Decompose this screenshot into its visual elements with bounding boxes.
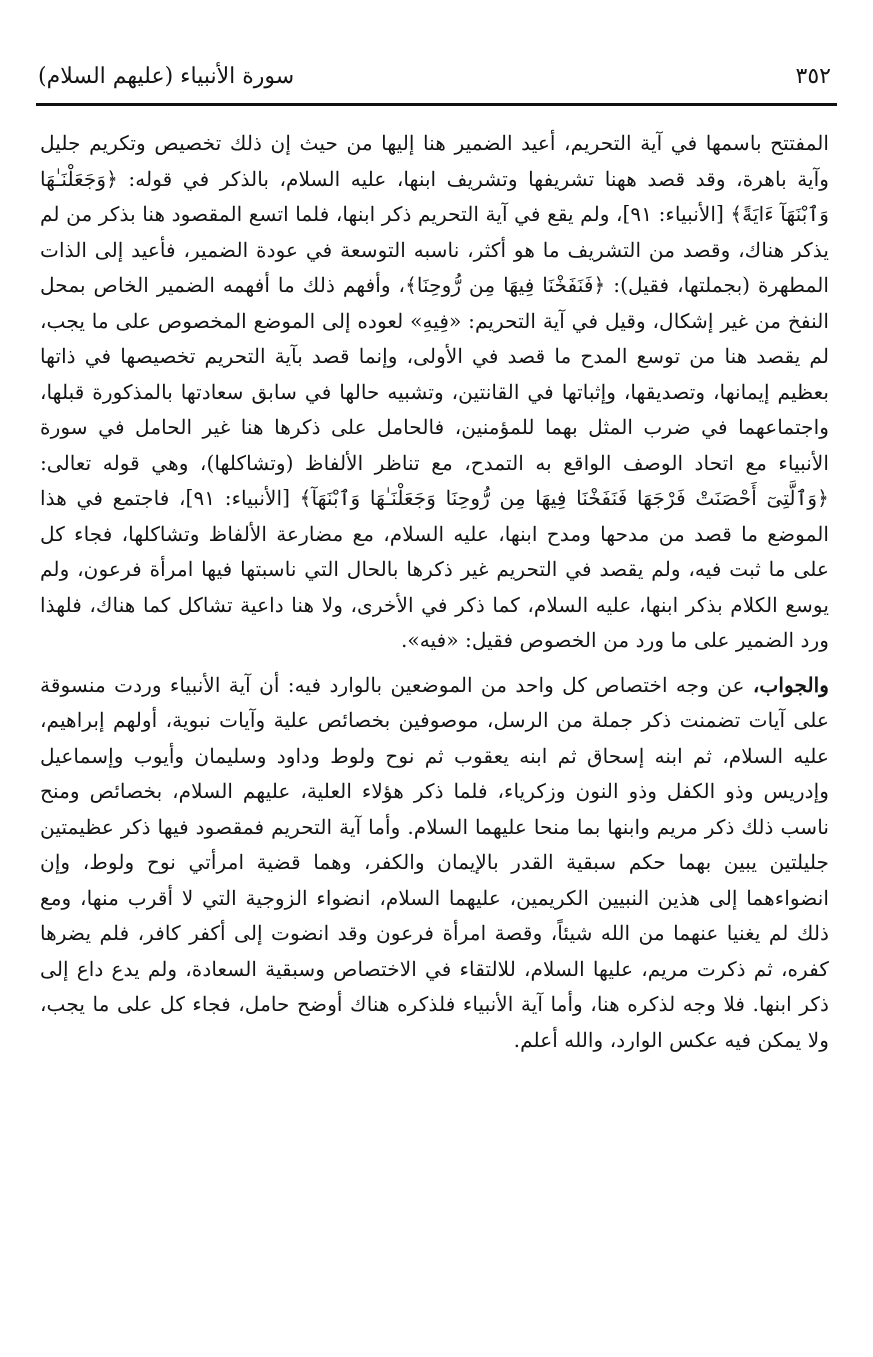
answer-lead-word: والجواب، [752,672,829,697]
paragraph-commentary: المفتتح باسمها في آية التحريم، أعيد الضمير هنا إليها من حيث إن ذلك تخصيص وتكريم جليل وآية باهرة، وقد قصد ههنا تشريفها وتشريف ابنها، عليه السلام، بالذكر في قوله: ﴿وَجَعَلْنَـٰهَا وَٱبْنَهَآ ءَايَةً﴾ [الأنبياء: ٩١]، ولم يقع في آية التحريم ذكر ابنها، فلما اتسع المقصود هنا بذكر من لم يذكر هناك، وقصد من التشريف ما هو أكثر، ناسبه التوسعة في عودة الضمير، فأعيد إلى الذات المطهرة (بجملتها، فقيل): ﴿فَنَفَخْنَا فِيهَا مِن رُّوحِنَا﴾، وأفهم ذلك ما أفهمه الضمير الخاص بمحل النفخ من غير إشكال، وقيل في آية التحريم: «فِيهِ» لعوده إلى الموضع المخصوص على ما يجب، لم يقصد هنا من توسع المدح ما قصد في الأولى، وإنما قصد بآية التحريم تخصيصها في ذاتها بعظيم إيمانها، وتصديقها، وإثباتها في القانتين، وتشبيه حالها في سابق سعادتها بالمذكورة قبلها، واجتماعهما في ضرب المثل بهما للمؤمنين، فالحامل على ذكرها هنا غير الحامل في سورة الأنبياء مع اتحاد الوصف الواقع به التمدح، مع تناظر الألفاظ (وتشاكلها)، وهي قوله تعالى: ﴿وَٱلَّتِىٓ أَحْصَنَتْ فَرْجَهَا فَنَفَخْنَا فِيهَا مِن رُّوحِنَا وَجَعَلْنَـٰهَا وَٱبْنَهَآ﴾ [الأنبياء: ٩١]، فاجتمع في هذا الموضع ما قصد من مدحها ومدح ابنها، عليه السلام، مع مضارعة الألفاظ وتشاكلها، فجاء كل على ما ثبت فيه، ولم يقصد في التحريم غير ذكرها بالحال التي ناسبتها فيها امرأة فرعون، ولم يوسع الكلام بذكر ابنها، عليه السلام، كما ذكر في الأخرى، ولا هنا داعية تشاكل كما هناك، فلهذا ورد الضمير على ما ورد من الخصوص فقيل: «فيه». [40,131,829,652]
paragraph-answer [40,668,829,1059]
header-divider [36,103,837,106]
page-number: ٣٥٢ [795,63,831,89]
surah-title: سورة الأنبياء (عليهم السلام) [38,63,295,89]
main-text [40,126,829,1058]
answer-body: عن وجه اختصاص كل واحد من الموضعين بالوارد فيه: أن آية الأنبياء وردت منسوقة على آيات تضمنت ذكر جملة من الرسل، موصوفين بخصائص علية وآيات نبوية، أولهم إبراهيم، عليه السلام، ثم ابنه إسحاق ثم ابنه يعقوب ثم نوح ولوط وداود وسليمان وأيوب وإسماعيل وإدريس وذو الكفل وذو النون وزكرياء، فلما ذكر هؤلاء العلية، عليهم السلام، بخصائص ومنح ناسب ذلك ذكر مريم وابنها بما منحا عليهما السلام. وأما آية التحريم فمقصود فيها ذكر عظيمتين جليلتين يبين بهما حكم سبقية القدر بالإيمان والكفر، وهما قضية امرأتي نوح ولوط، وإن انضواءهما إلى هذين النبيين الكريمين، عليهما السلام، انضواء الزوجية التي لا أقرب منها، ومع ذلك لم يغنيا عنهما من الله شيئاً، وقصة امرأة فرعون وقد انضوت إلى أكفر كافر، فلم يضرها كفره، ثم ذكرت مريم، عليها السلام، للالتقاء في الاختصاص وسبقية السعادة، ولم يدع داع إلى ذكر ابنها. فلا وجه لذكره هنا، وأما آية الأنبياء فلذكره هناك أوضح حامل، فجاء كل على ما يجب، ولا يمكن فيه عكس الوارد، والله أعلم. [40,672,829,1052]
running-header [38,58,831,94]
